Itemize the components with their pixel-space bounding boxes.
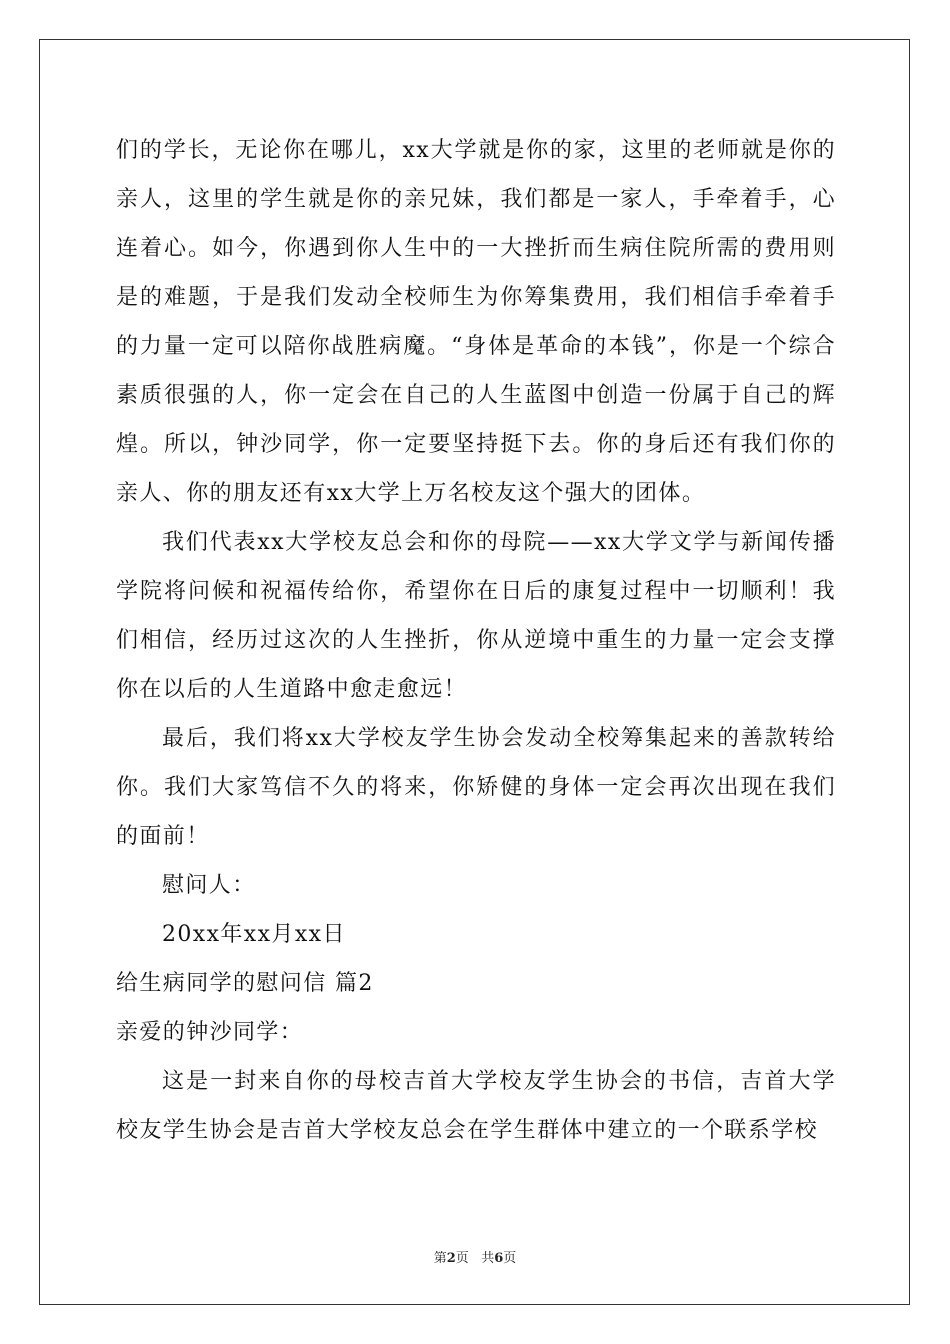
salutation: 亲爱的钟沙同学：	[116, 1020, 304, 1045]
footer-prefix: 第	[433, 1251, 447, 1266]
paragraph-2: 我们代表xx大学校友总会和你的母院——xx大学文学与新闻传播学院将问候和祝福传给你，希望你在日后的康复过程中一切顺利！我们相信，经历过这次的人生挫折，你从逆境中重生的力量一定会支撑你在以后的人生道路中愈走愈远！	[116, 530, 836, 702]
section-heading: 给生病同学的慰问信 篇2	[116, 971, 374, 996]
paragraph-3: 最后，我们将xx大学校友学生协会发动全校筹集起来的善款转给你。我们大家笃信不久的将来，你矫健的身体一定会再次出现在我们的面前！	[116, 726, 836, 849]
current-page-number: 2	[446, 1251, 456, 1266]
date-line: 20xx年xx月xx日	[162, 922, 346, 947]
paragraph-4: 这是一封来自你的母校吉首大学校友学生协会的书信，吉首大学校友学生协会是吉首大学校友总会在学生群体中建立的一个联系学校	[116, 1069, 836, 1143]
footer-middle: 页 共	[455, 1251, 495, 1266]
paragraph-1: 们的学长，无论你在哪儿，xx大学就是你的家，这里的老师就是你的亲人，这里的学生就是你的亲兄妹，我们都是一家人，手牵着手，心连着心。如今，你遇到你人生中的一大挫折而生病住院所需的费用则是的难题，于是我们发动全校师生为你筹集费用，我们相信手牵着手的力量一定可以陪你战胜病魔。“身体是革命的本钱”，你是一个综合素质很强的人，你一定会在自己的人生蓝图中创造一份属于自己的辉煌。所以，钟沙同学，你一定要坚持挺下去。你的身后还有我们你的亲人、你的朋友还有xx大学上万名校友这个强大的团体。	[116, 138, 836, 506]
footer-suffix: 页	[503, 1251, 517, 1266]
page-footer	[0, 1247, 950, 1266]
document-body	[116, 126, 836, 1155]
signer-line: 慰问人：	[162, 873, 256, 898]
total-pages-number: 6	[494, 1251, 504, 1266]
